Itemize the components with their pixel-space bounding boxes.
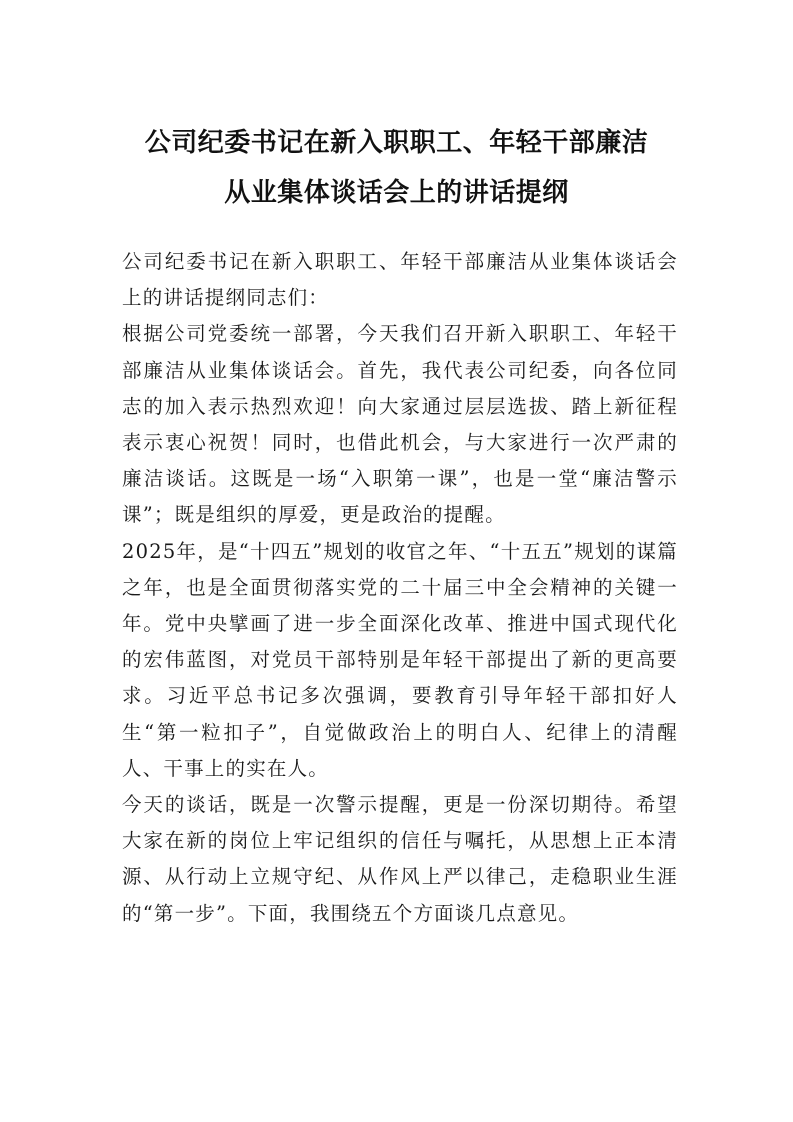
paragraph-heading-salutation: 公司纪委书记在新入职职工、年轻干部廉洁从业集体谈话会上的讲话提纲同志们： <box>122 250 678 310</box>
document-title <box>90 118 703 218</box>
document-body <box>122 244 678 932</box>
paragraph-opening: 根据公司党委统一部署，今天我们召开新入职职工、年轻干部廉洁从业集体谈话会。首先，我代表公司纪委，向各位同志的加入表示热烈欢迎！向大家通过层层选拔、踏上新征程表示衷心祝贺！同时，也借此机会，与大家进行一次严肃的廉洁谈话。这既是一场“入职第一课”，也是一堂“廉洁警示课”；既是组织的厚爱，更是政治的提醒。 <box>122 322 678 527</box>
title-line-2: 从业集体谈话会上的讲话提纲 <box>224 178 569 208</box>
paragraph-expectation: 今天的谈话，既是一次警示提醒，更是一份深切期待。希望大家在新的岗位上牢记组织的信任与嘱托，从思想上正本清源、从行动上立规守纪、从作风上严以律己，走稳职业生涯的“第一步”。下面，我围绕五个方面谈几点意见。 <box>122 793 678 925</box>
paragraph-background: 2025年，是“十四五”规划的收官之年、“十五五”规划的谋篇之年，也是全面贯彻落实党的二十届三中全会精神的关键一年。党中央擘画了进一步全面深化改革、推进中国式现代化的宏伟蓝图，对党员干部特别是年轻干部提出了新的更高要求。习近平总书记多次强调，要教育引导年轻干部扣好人生“第一粒扣子”，自觉做政治上的明白人、纪律上的清醒人、干事上的实在人。 <box>122 539 678 780</box>
title-line-1: 公司纪委书记在新入职职工、年轻干部廉洁 <box>144 128 649 158</box>
